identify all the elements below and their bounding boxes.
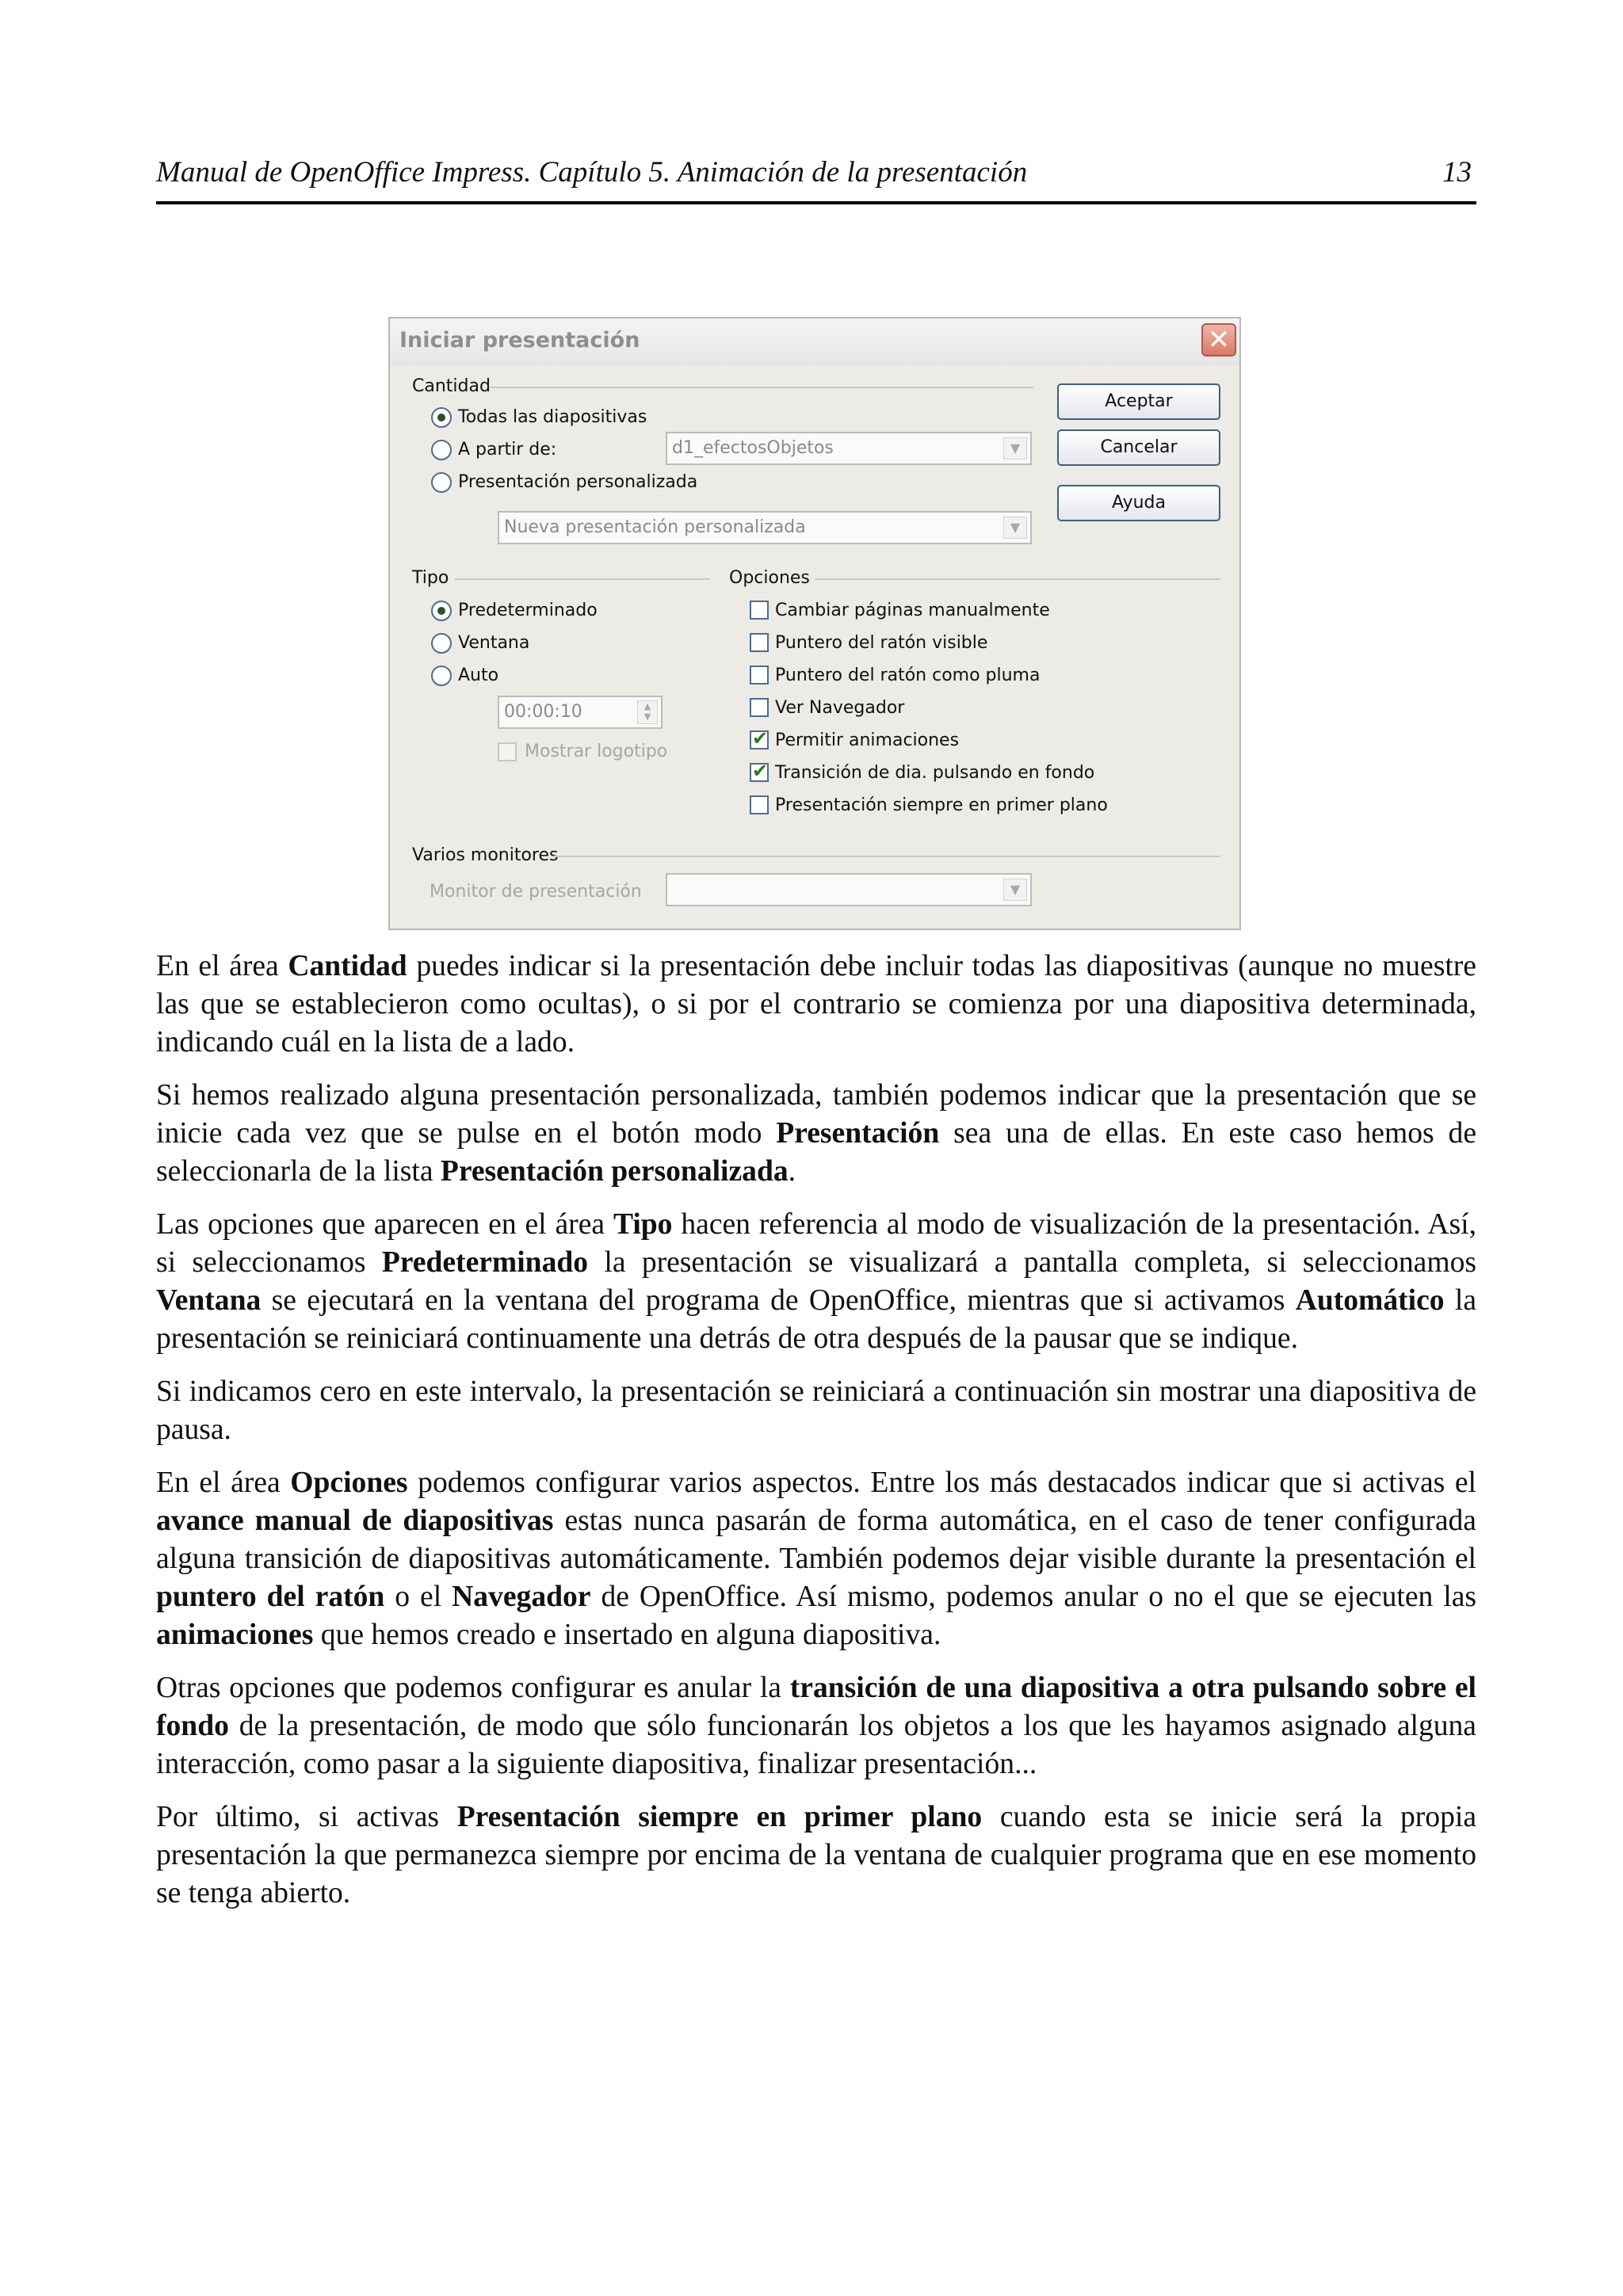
text-run: que hemos creado e insertado en alguna diapositiva. xyxy=(313,1619,941,1651)
cantidad-separator xyxy=(490,387,1033,388)
text-run: . xyxy=(788,1155,796,1188)
text-run: En el área xyxy=(156,1466,291,1499)
text-run: En el área xyxy=(156,950,288,982)
header-title: Manual de OpenOffice Impress. Capítulo 5. Animación de la presentación xyxy=(156,156,1028,189)
radio-presentacion-personalizada[interactable] xyxy=(431,472,452,493)
monitor-label: Monitor de presentación xyxy=(430,882,642,902)
text-run: Otras opciones que podemos configurar es anular la xyxy=(156,1672,790,1704)
bold-term: Presentación personalizada xyxy=(440,1155,789,1188)
paragraph xyxy=(156,948,1476,1062)
text-run: o el xyxy=(384,1581,453,1613)
custom-show-dropdown[interactable] xyxy=(498,511,1032,544)
radio-auto-label: Auto xyxy=(458,666,499,685)
text-run: Si indicamos cero en este intervalo, la presentación se reiniciará a continuación sin mostrar una diapositiva de pausa. xyxy=(156,1375,1476,1446)
paragraph xyxy=(156,1464,1476,1654)
option-label-puntero-pluma: Puntero del ratón como pluma xyxy=(775,666,1041,685)
checkbox-puntero-pluma[interactable] xyxy=(750,666,769,685)
start-presentation-dialog xyxy=(388,317,1241,930)
text-run: de OpenOffice. Así mismo, podemos anular o no el que se ejecuten las xyxy=(590,1581,1476,1613)
paragraph xyxy=(156,1798,1476,1913)
checkmark-icon: ✔ xyxy=(752,760,769,782)
checkbox-transicion-fondo[interactable] xyxy=(750,760,769,782)
radio-a-partir-label: A partir de: xyxy=(458,440,557,460)
close-icon: ✕ xyxy=(1207,324,1231,356)
chevron-down-icon: ▼ xyxy=(1003,437,1027,460)
bold-term: puntero del ratón xyxy=(156,1581,385,1613)
bold-term: avance manual de diapositivas xyxy=(156,1505,554,1537)
paragraph xyxy=(156,1077,1476,1191)
tipo-group-label: Tipo xyxy=(412,568,449,588)
page-header xyxy=(156,154,1476,204)
bold-term: Ventana xyxy=(156,1284,262,1317)
radio-todas-label: Todas las diapositivas xyxy=(458,407,647,427)
tipo-separator xyxy=(455,578,710,580)
radio-a-partir-de[interactable] xyxy=(431,440,452,460)
checkbox-primer-plano[interactable] xyxy=(750,795,769,814)
spin-arrows-icon[interactable]: ▲ ▼ xyxy=(637,700,658,724)
paragraph xyxy=(156,1669,1476,1783)
bold-term: Opciones xyxy=(290,1466,408,1499)
bold-term: Cantidad xyxy=(288,950,407,982)
text-run: estas nunca pasarán de forma automática, en el caso de tener configurada alguna transición de diapositivas automáticamente. También podemos dejar visible durante la presentación el xyxy=(156,1505,1476,1575)
show-logo-checkbox[interactable] xyxy=(498,742,517,761)
text-run: la presentación se visualizará a pantalla completa, si seleccionamos xyxy=(588,1246,1476,1279)
custom-show-value: Nueva presentación personalizada xyxy=(504,517,806,537)
radio-predeterminado[interactable] xyxy=(431,601,452,621)
text-run: Por último, si activas xyxy=(156,1801,457,1833)
option-label-transicion-fondo: Transición de dia. pulsando en fondo xyxy=(775,763,1095,783)
bold-term: Presentación siempre en primer plano xyxy=(456,1801,983,1833)
a-partir-value: d1_efectosObjetos xyxy=(672,438,834,458)
monitores-separator xyxy=(553,856,1220,857)
help-button[interactable]: Ayuda xyxy=(1057,485,1220,521)
text-run: podemos configurar varios aspectos. Entre los más destacados indicar que si activas el xyxy=(407,1466,1476,1499)
option-label-permitir-animaciones: Permitir animaciones xyxy=(775,730,960,750)
checkbox-ver-navegador[interactable] xyxy=(750,698,769,717)
chevron-down-icon: ▼ xyxy=(1003,517,1027,539)
radio-personalizada-label: Presentación personalizada xyxy=(458,472,698,492)
radio-predeterminado-label: Predeterminado xyxy=(458,601,598,620)
text-run: hacen referencia al modo de visualización de la presentación. Así, si seleccionamos xyxy=(156,1208,1476,1279)
option-label-primer-plano: Presentación siempre en primer plano xyxy=(775,795,1108,815)
bold-term: Presentación xyxy=(776,1117,940,1150)
bold-term: Predeterminado xyxy=(381,1246,589,1279)
text-run: cuando esta se inicie será la propia presentación la que permanezca siempre por encima de la ventana de cualquier programa que en ese momento se tenga abierto. xyxy=(156,1801,1477,1909)
opciones-separator xyxy=(815,578,1220,580)
text-run: puedes indicar si la presentación debe incluir todas las diapositivas (aunque no muestre las que se establecieron como ocultas), o si por el contrario se comienza por una diapositiva determinada, indicando cuál en la lista de a lado. xyxy=(156,950,1476,1058)
close-button[interactable] xyxy=(1201,323,1236,357)
show-logo-label: Mostrar logotipo xyxy=(525,742,668,761)
bold-term: Tipo xyxy=(613,1208,673,1241)
cantidad-group-label: Cantidad xyxy=(412,376,491,396)
checkbox-cambiar-paginas[interactable] xyxy=(750,601,769,620)
bold-term: transición de una diapositiva a otra pulsando sobre el fondo xyxy=(156,1672,1476,1742)
dialog-title: Iniciar presentación xyxy=(399,328,640,353)
pause-time-field[interactable] xyxy=(498,696,663,729)
opciones-group-label: Opciones xyxy=(729,568,810,588)
bold-term: Automático xyxy=(1295,1284,1445,1317)
body-text xyxy=(156,948,1476,1928)
checkbox-permitir-animaciones[interactable] xyxy=(750,727,769,749)
text-run: sea una de ellas. En este caso hemos de seleccionarla de la lista xyxy=(156,1117,1476,1188)
option-label-puntero-visible: Puntero del ratón visible xyxy=(775,633,988,653)
radio-ventana-label: Ventana xyxy=(458,633,530,653)
radio-todas-diapositivas[interactable] xyxy=(431,407,452,428)
checkmark-icon: ✔ xyxy=(752,727,769,749)
text-run: de la presentación, de modo que sólo funcionarán los objetos a los que les hayamos asignado alguna interacción, como pasar a la siguiente diapositiva, finalizar presentación... xyxy=(156,1710,1476,1780)
radio-auto[interactable] xyxy=(431,666,452,686)
pause-time-value: 00:00:10 xyxy=(504,702,582,722)
checkbox-puntero-visible[interactable] xyxy=(750,633,769,652)
ok-button[interactable]: Aceptar xyxy=(1057,383,1220,420)
bold-term: Navegador xyxy=(452,1581,591,1613)
option-label-ver-navegador: Ver Navegador xyxy=(775,698,905,718)
dialog-titlebar xyxy=(390,318,1239,366)
text-run: Las opciones que aparecen en el área xyxy=(156,1208,613,1241)
page-number: 13 xyxy=(1442,156,1472,189)
monitor-dropdown[interactable] xyxy=(666,873,1032,906)
text-run: se ejecutará en la ventana del programa de OpenOffice, mientras que si activamos xyxy=(261,1284,1296,1317)
radio-ventana[interactable] xyxy=(431,633,452,654)
paragraph xyxy=(156,1206,1476,1358)
a-partir-dropdown[interactable] xyxy=(666,432,1032,465)
option-label-cambiar-paginas: Cambiar páginas manualmente xyxy=(775,601,1050,620)
bold-term: animaciones xyxy=(156,1619,314,1651)
cancel-button[interactable]: Cancelar xyxy=(1057,429,1220,466)
paragraph xyxy=(156,1373,1476,1449)
chevron-down-icon: ▼ xyxy=(1003,879,1027,901)
text-run: la presentación se reiniciará continuamente una detrás de otra después de la pausar que se indique. xyxy=(156,1284,1476,1355)
monitores-group-label: Varios monitores xyxy=(412,845,559,865)
text-run: Si hemos realizado alguna presentación personalizada, también podemos indicar que la presentación que se inicie cada vez que se pulse en el botón modo xyxy=(156,1079,1476,1150)
